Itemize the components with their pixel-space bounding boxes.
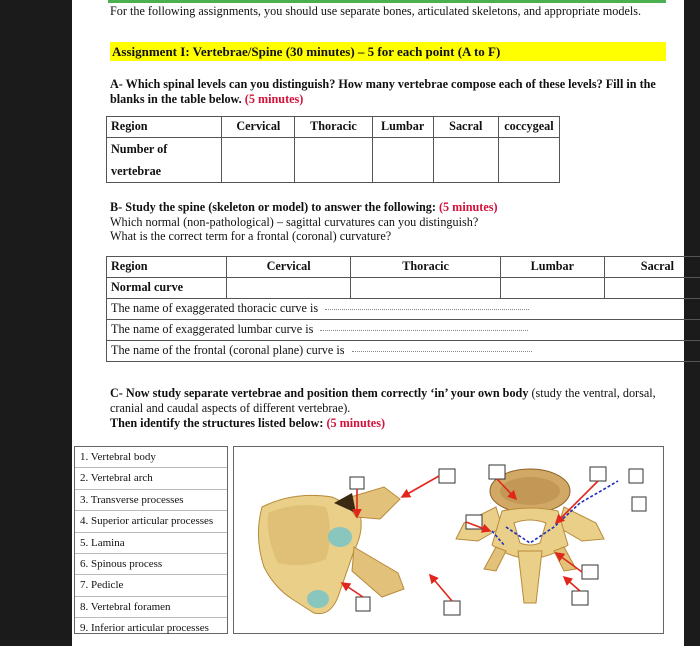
- lateral-vertebra-drawing: [258, 487, 404, 614]
- section-b: [110, 200, 666, 244]
- blank-thoracic-count[interactable]: [295, 138, 372, 183]
- row-exaggerated-lumbar-label: The name of exaggerated lumbar curve is: [111, 322, 314, 336]
- col-thoracic: Thoracic: [295, 117, 372, 138]
- section-c-time: (5 minutes): [326, 416, 386, 430]
- col-sacral: Sacral: [604, 257, 700, 278]
- table-row: [107, 341, 700, 362]
- label-box[interactable]: [444, 601, 460, 615]
- list-item: 8. Vertebral foramen: [75, 597, 227, 618]
- section-c: [110, 386, 666, 431]
- list-item: 5. Lamina: [75, 533, 227, 554]
- vertebra-diagram: [233, 446, 664, 634]
- row-label-line2: vertebrae: [111, 164, 162, 178]
- table-row: [107, 257, 700, 278]
- document-page: [72, 0, 684, 646]
- section-a-question: [110, 77, 666, 107]
- row-exaggerated-thoracic: [107, 299, 700, 320]
- label-box[interactable]: [350, 477, 364, 489]
- blank-lumbar-count[interactable]: [372, 138, 433, 183]
- section-b-line1: Which normal (non-pathological) – sagittal curvatures can you distinguish?: [110, 214, 479, 229]
- section-b-heading: [110, 200, 666, 215]
- section-a-time: (5 minutes): [244, 92, 304, 106]
- col-lumbar: Lumbar: [500, 257, 604, 278]
- col-cervical: Cervical: [226, 257, 350, 278]
- row-number-of-vertebrae: [107, 138, 222, 183]
- table-row: [107, 117, 560, 138]
- row-label-line1: Number of: [111, 142, 168, 156]
- list-item: 3. Transverse processes: [75, 490, 227, 511]
- header-region: Region: [107, 257, 227, 278]
- blank-cervical-curve[interactable]: [226, 278, 350, 299]
- list-item: 1. Vertebral body: [75, 447, 227, 468]
- blank-sacral-curve[interactable]: [604, 278, 700, 299]
- structures-list: [74, 446, 228, 634]
- blank-thoracic-curve[interactable]: [351, 278, 501, 299]
- col-cervical: Cervical: [222, 117, 295, 138]
- section-b-time: (5 minutes): [438, 200, 498, 214]
- header-region: Region: [107, 117, 222, 138]
- label-box[interactable]: [582, 565, 598, 579]
- label-box[interactable]: [632, 497, 646, 511]
- table-row: [107, 320, 700, 341]
- curvatures-table: [106, 256, 700, 362]
- section-b-line2: What is the correct term for a frontal (coronal) curvature?: [110, 229, 392, 243]
- blank-fill-line[interactable]: [325, 309, 529, 310]
- col-thoracic: Thoracic: [351, 257, 501, 278]
- col-lumbar: Lumbar: [372, 117, 433, 138]
- superior-vertebra-drawing: [456, 469, 604, 603]
- blank-lumbar-curve[interactable]: [500, 278, 604, 299]
- section-c-identify: Then identify the structures listed below:: [110, 416, 324, 430]
- spinal-levels-table: [106, 116, 560, 183]
- label-box[interactable]: [489, 465, 505, 479]
- list-item: 2. Vertebral arch: [75, 468, 227, 489]
- blank-coccygeal-count[interactable]: [498, 138, 559, 183]
- row-normal-curve: Normal curve: [107, 278, 227, 299]
- row-frontal-curve: [107, 341, 700, 362]
- col-sacral: Sacral: [433, 117, 498, 138]
- table-row: [107, 138, 560, 183]
- section-c-heading: [110, 386, 666, 416]
- section-a-question-text: A- Which spinal levels can you distinguish? How many vertebrae compose each of these levels? Fill in the blanks in the table below.: [110, 77, 656, 106]
- vertebra-illustration: [234, 447, 663, 633]
- col-coccygeal: coccygeal: [498, 117, 559, 138]
- section-c-heading-bold: C- Now study separate vertebrae and position them correctly ‘in’ your own body: [110, 386, 529, 400]
- label-box[interactable]: [629, 469, 643, 483]
- blank-cervical-count[interactable]: [222, 138, 295, 183]
- label-box[interactable]: [439, 469, 455, 483]
- left-dark-margin: [0, 0, 72, 646]
- list-item: 7. Pedicle: [75, 575, 227, 596]
- row-exaggerated-lumbar: [107, 320, 700, 341]
- table-row: [107, 278, 700, 299]
- label-box[interactable]: [572, 591, 588, 605]
- section-c-identify-line: [110, 416, 666, 431]
- label-box[interactable]: [356, 597, 370, 611]
- list-item: 6. Spinous process: [75, 554, 227, 575]
- section-c-heading-normal: (study the ventral, dorsal, cranial and caudal aspects of different vertebrae).: [110, 386, 656, 415]
- blank-fill-line[interactable]: [320, 330, 528, 331]
- intro-text: For the following assignments, you should use separate bones, articulated skeletons, and appropriate models.: [110, 4, 642, 18]
- assignment-title: Assignment I: Vertebrae/Spine (30 minutes) – 5 for each point (A to F): [110, 42, 666, 61]
- section-b-heading-text: B- Study the spine (skeleton or model) to answer the following:: [110, 200, 436, 214]
- row-frontal-curve-label: The name of the frontal (coronal plane) curve is: [111, 343, 345, 357]
- blank-fill-line[interactable]: [352, 351, 532, 352]
- list-item: 4. Superior articular processes: [75, 511, 227, 532]
- blank-sacral-count[interactable]: [433, 138, 498, 183]
- table-row: [107, 299, 700, 320]
- list-item: 9. Inferior articular processes: [80, 622, 209, 635]
- label-box[interactable]: [590, 467, 606, 481]
- row-exaggerated-thoracic-label: The name of exaggerated thoracic curve is: [111, 301, 319, 315]
